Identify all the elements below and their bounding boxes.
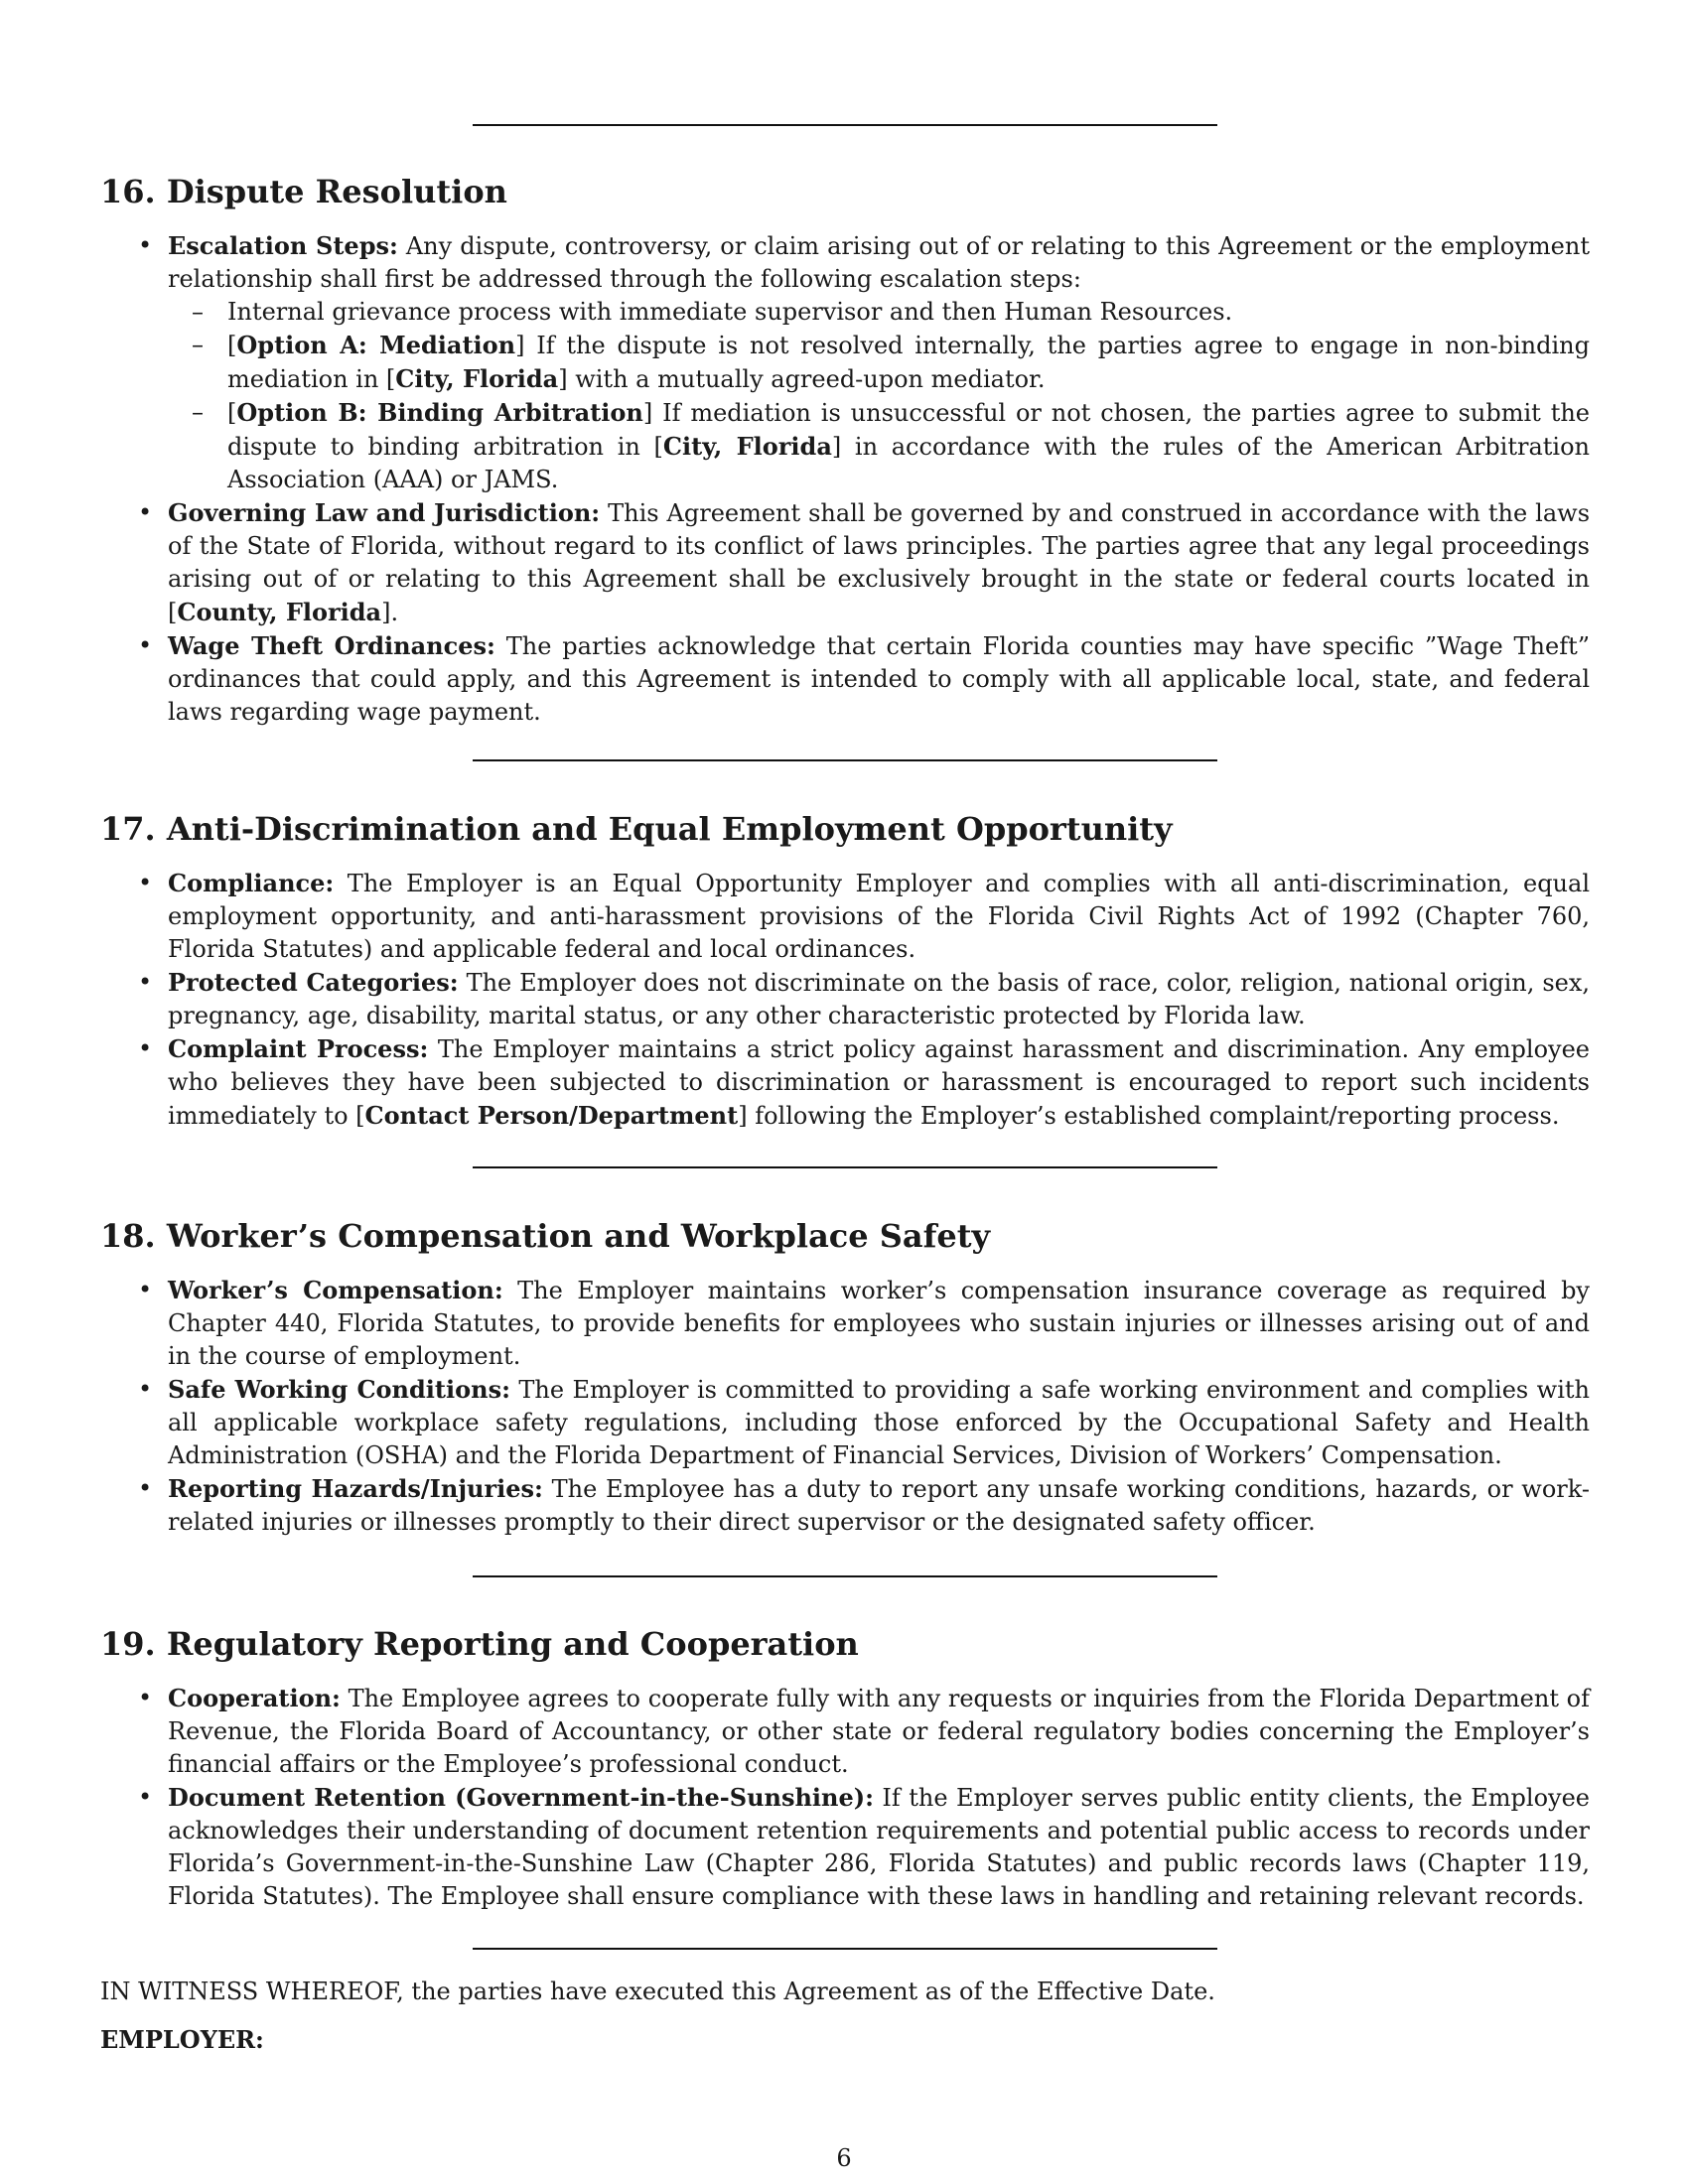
list-item xyxy=(100,1472,1590,1539)
list-item xyxy=(100,1373,1590,1472)
sub-item-text: Internal grievance process with immediate supervisor and then Human Resources. xyxy=(227,298,1233,326)
item-label: Document Retention (Government-in-the-Sunshine): xyxy=(168,1783,874,1812)
list-item xyxy=(100,229,1590,496)
item-label: Compliance: xyxy=(168,869,335,897)
employer-label: EMPLOYER: xyxy=(100,2025,264,2054)
bracket: [ xyxy=(227,332,237,359)
item-label: Governing Law and Jurisdiction: xyxy=(168,498,601,527)
item-text: This Agreement shall be governed by and construed in accordance with the laws of the State of Florida, without regard to its conflict of laws principles. The parties agree that any legal proceedings arising out of or relating to this Agreement shall be exclusively brought in the state or federal courts located in [ xyxy=(168,499,1591,626)
page-number: 6 xyxy=(836,2144,852,2172)
item-label: Escalation Steps: xyxy=(168,231,398,260)
placeholder-contact: Contact Person/Department xyxy=(364,1101,739,1130)
section-divider xyxy=(100,759,1590,761)
sub-list-item xyxy=(168,396,1590,496)
list-item xyxy=(100,1274,1590,1373)
item-text: ]. xyxy=(381,599,399,626)
item-label: Protected Categories: xyxy=(168,968,459,997)
item-text: The Employee agrees to cooperate fully with any requests or inquiries from the Florida Department of Revenue, the Florida Board of Accountancy, or other state or federal regulatory bodies concerning the Employer’s financial affairs or the Employee’s professional conduct. xyxy=(168,1685,1590,1778)
item-text: If the Employer serves public entity clients, the Employee acknowledges their understanding of document retention requirements and potential public access to records under Florida’s Government-in-the-Sunshine Law (Chapter 286, Florida Statutes) and public records laws (Chapter 119, Florida Statutes). The Employee shall ensure compliance with these laws in handling and retaining relevant records. xyxy=(168,1784,1590,1910)
section-heading: 18. Worker’s Compensation and Workplace Safety xyxy=(100,1217,991,1255)
list-item xyxy=(100,496,1590,629)
sub-item-text: ] with a mutually agreed-upon mediator. xyxy=(558,365,1046,393)
item-text: The Employer is committed to providing a safe working environment and complies with all applicable workplace safety regulations, including those enforced by the Occupational Safety and Health Administration (OSHA) and the Florida Department of Financial Services, Division of Workers’ Compensation. xyxy=(168,1376,1590,1469)
witness-statement: IN WITNESS WHEREOF, the parties have executed this Agreement as of the Effective Date. xyxy=(100,1978,1215,2005)
employer-label-row xyxy=(100,2023,1590,2057)
placeholder-city: City, Florida xyxy=(395,364,559,393)
list-item xyxy=(100,867,1590,966)
item-text: The Employer maintains a strict policy against harassment and discrimination. Any employee who believes they have been subjected to discrimination or harassment is encouraged to report such incidents immediately to [ xyxy=(168,1035,1590,1130)
item-label: Reporting Hazards/Injuries: xyxy=(168,1474,543,1503)
item-label: Safe Working Conditions: xyxy=(168,1375,510,1404)
sub-item-text: ] If the dispute is not resolved internally, the parties agree to engage in non-binding mediation in [ xyxy=(227,332,1590,393)
section-17 xyxy=(100,809,1590,1133)
item-text: The parties acknowledge that certain Florida counties may have specific ”Wage Theft” ordinances that could apply, and this Agreement is intended to comply with all applicable local, state, and federal laws regarding wage payment. xyxy=(168,632,1590,726)
sub-list-item xyxy=(168,296,1590,329)
section-divider xyxy=(100,1948,1590,1950)
section-divider xyxy=(100,124,1590,126)
item-text: Any dispute, controversy, or claim arising out of or relating to this Agreement or the employment relationship shall first be addressed through the following escalation steps: xyxy=(168,232,1590,293)
item-label: Cooperation: xyxy=(168,1684,341,1712)
placeholder-county: County, Florida xyxy=(177,598,382,626)
section-divider xyxy=(100,1166,1590,1168)
list-item xyxy=(100,966,1590,1032)
section-heading: 19. Regulatory Reporting and Cooperation xyxy=(100,1625,859,1663)
document-page xyxy=(100,0,1590,2184)
item-text: The Employer does not discriminate on the basis of race, color, religion, national origin, sex, pregnancy, age, disability, marital status, or any other characteristic protected by Florida law. xyxy=(168,969,1590,1029)
sub-item-text: ] If mediation is unsuccessful or not chosen, the parties agree to submit the dispute to binding arbitration in [ xyxy=(227,399,1590,461)
list-item xyxy=(100,1682,1590,1781)
item-text: The Employee has a duty to report any unsafe working conditions, hazards, or work-related injuries or illnesses promptly to their direct supervisor or the designated safety officer. xyxy=(168,1475,1590,1536)
bracket: [ xyxy=(227,399,237,427)
list-item xyxy=(100,629,1590,729)
item-text: The Employer maintains worker’s compensation insurance coverage as required by Chapter 440, Florida Statutes, to provide benefits for employees who sustain injuries or illnesses arising out of and in the course of employment. xyxy=(168,1277,1590,1370)
item-label: Worker’s Compensation: xyxy=(168,1276,503,1304)
option-label: Option A: Mediation xyxy=(236,331,516,359)
section-divider xyxy=(100,1575,1590,1577)
list-item xyxy=(100,1032,1590,1133)
placeholder-city: City, Florida xyxy=(662,432,832,461)
section-heading: 16. Dispute Resolution xyxy=(100,173,507,210)
section-19 xyxy=(100,1624,1590,1913)
list-item xyxy=(100,1781,1590,1913)
section-heading: 17. Anti-Discrimination and Equal Employment Opportunity xyxy=(100,810,1173,848)
item-label: Wage Theft Ordinances: xyxy=(168,631,495,660)
item-text: The Employer is an Equal Opportunity Employer and complies with all anti-discrimination, equal employment opportunity, and anti-harassment provisions of the Florida Civil Rights Act of 1992 (Chapter 760, Florida Statutes) and applicable federal and local ordinances. xyxy=(168,870,1590,963)
section-18 xyxy=(100,1216,1590,1539)
option-label: Option B: Binding Arbitration xyxy=(236,398,643,427)
sub-list-item xyxy=(168,329,1590,396)
item-label: Complaint Process: xyxy=(168,1034,429,1063)
sub-item-text: ] in accordance with the rules of the American Arbitration Association (AAA) or JAMS. xyxy=(227,433,1590,493)
item-text: ] following the Employer’s established complaint/reporting process. xyxy=(738,1102,1560,1130)
section-16 xyxy=(100,172,1590,729)
